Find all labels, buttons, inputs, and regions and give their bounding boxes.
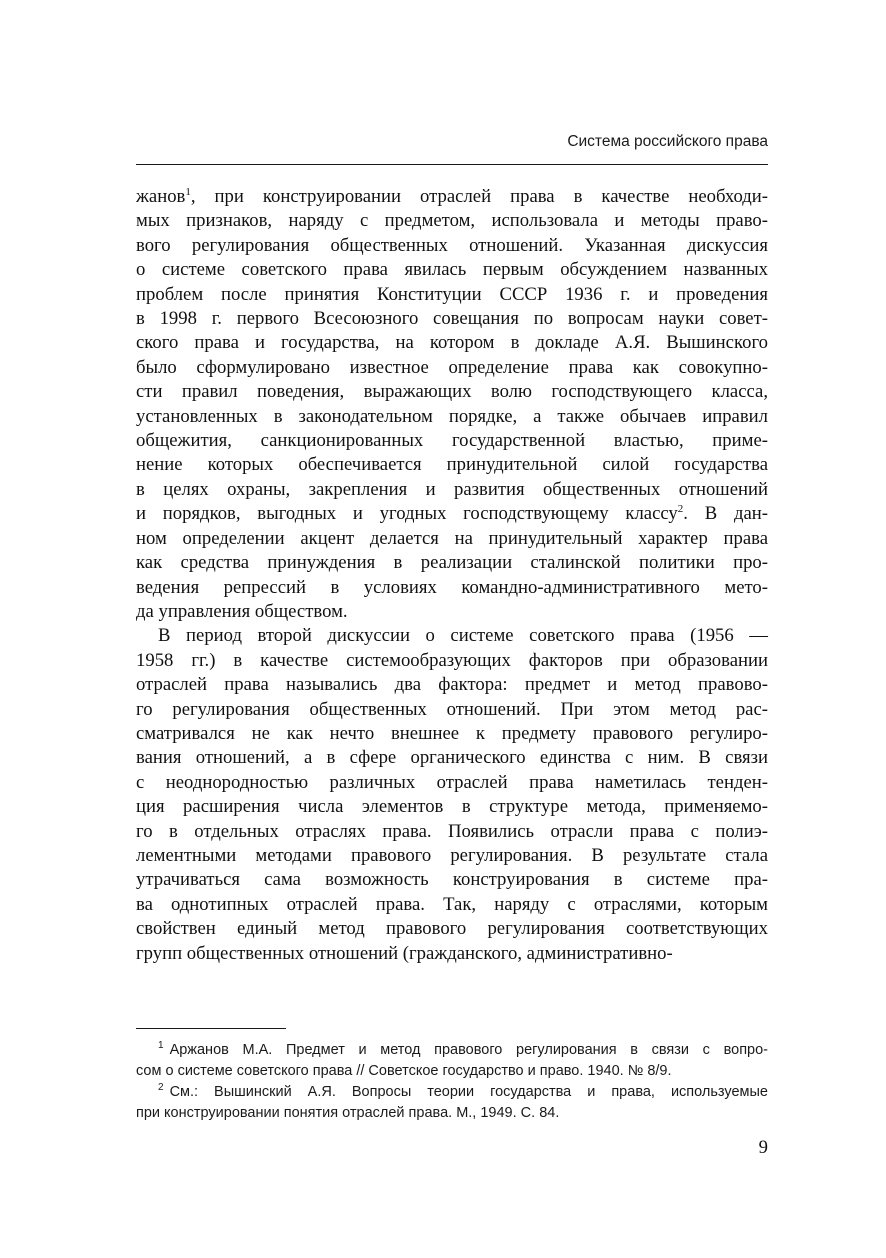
text-line: мых признаков, наряду с предметом, использовала и методы право- — [136, 210, 768, 232]
text-line: сти правил поведения, выражающих волю господствующего класса, — [136, 381, 768, 403]
text-line: В период второй дискуссии о системе советского права (1956 — — [158, 625, 768, 647]
text-line: в 1998 г. первого Всесоюзного совещания по вопросам науки совет- — [136, 308, 768, 330]
footnote-ref-1[interactable]: 1 — [185, 185, 191, 198]
paragraph-2 — [136, 624, 768, 966]
text-line: вания отношений, а в сфере органического единства с ним. В связи — [136, 747, 768, 769]
footnote-number: 1 — [158, 1040, 164, 1052]
text-line: с неоднородностью различных отраслей права наметилась тенден- — [136, 771, 768, 793]
text-line: ведения репрессий в условиях командно-административного мето- — [136, 576, 768, 598]
header-rule — [136, 164, 768, 165]
footnote-ref-2[interactable]: 2 — [677, 503, 684, 516]
text-line: 1958 гг.) в качестве системообразующих факторов при образовании — [136, 649, 768, 671]
text-line: общежития, санкционированных государственной властью, приме- — [136, 430, 768, 452]
page-number: 9 — [758, 1137, 768, 1158]
text-line: и порядков, выгодных и угодных господствующему классу$^2$. В дан- — [136, 503, 768, 525]
running-title: Система российского права — [567, 133, 768, 150]
footnote-text: См.: Вышинский А.Я. Вопросы теории государства и права, используемые — [169, 1084, 768, 1100]
text-line: утрачиваться сама возможность конструирования в системе пра- — [136, 869, 768, 891]
footnote-number: 2 — [158, 1082, 164, 1094]
footnotes — [136, 1040, 768, 1124]
text-line: ция расширения числа элементов в структуре метода, применяемо- — [136, 796, 768, 818]
text-line: вого регулирования общественных отношений. Указанная дискуссия — [136, 234, 768, 256]
text-line: проблем после принятия Конституции СССР 1936 г. и проведения — [136, 283, 768, 305]
text-line: было сформулировано известное определение права как совокупно- — [136, 356, 768, 378]
text-line: сматривался не как нечто внешнее к предмету правового регулиро- — [136, 722, 768, 744]
text-line: отраслей права назывались два фактора: предмет и метод правово- — [136, 674, 768, 696]
text-line: ского права и государства, на котором в докладе А.Я. Вышинского — [136, 332, 768, 354]
paragraph-1 — [136, 185, 768, 624]
text-line: свойствен единый метод правового регулирования соответствующих — [136, 918, 768, 940]
text-line: да управления обществом. — [136, 600, 348, 622]
footnote-text: при конструировании понятия отраслей права. М., 1949. С. 84. — [136, 1105, 560, 1121]
text-line: ва однотипных отраслей права. Так, наряду с отраслями, которым — [136, 893, 768, 915]
text-line: ном определении акцент делается на принудительный характер права — [136, 527, 768, 549]
footnote-2 — [136, 1082, 768, 1124]
footnote-1 — [136, 1040, 768, 1082]
text-line: групп общественных отношений (гражданского, административно- — [136, 942, 673, 964]
text-line: го в отдельных отраслях права. Появились отрасли права с полиэ- — [136, 820, 768, 842]
footnote-text: Аржанов М.А. Предмет и метод правового регулирования в связи с вопро- — [169, 1042, 768, 1058]
footnote-rule — [136, 1028, 286, 1029]
footnote-text: сом о системе советского права // Советское государство и право. 1940. № 8/9. — [136, 1063, 672, 1079]
text-line: установленных в законодательном порядке, а также обычаев иправил — [136, 405, 768, 427]
text-line: го регулирования общественных отношений. При этом метод рас- — [136, 698, 768, 720]
text-line: о системе советского права явилась первым обсуждением названных — [136, 259, 768, 281]
text-line: в целях охраны, закрепления и развития общественных отношений — [136, 478, 768, 500]
main-text — [136, 185, 768, 966]
text-line: жанов$^1$, при конструировании отраслей права в качестве необходи- — [136, 185, 768, 207]
text-line: как средства принуждения в реализации сталинской политики про- — [136, 552, 768, 574]
text-line: лементными методами правового регулирования. В результате стала — [136, 844, 768, 866]
text-line: нение которых обеспечивается принудительной силой государства — [136, 454, 768, 476]
